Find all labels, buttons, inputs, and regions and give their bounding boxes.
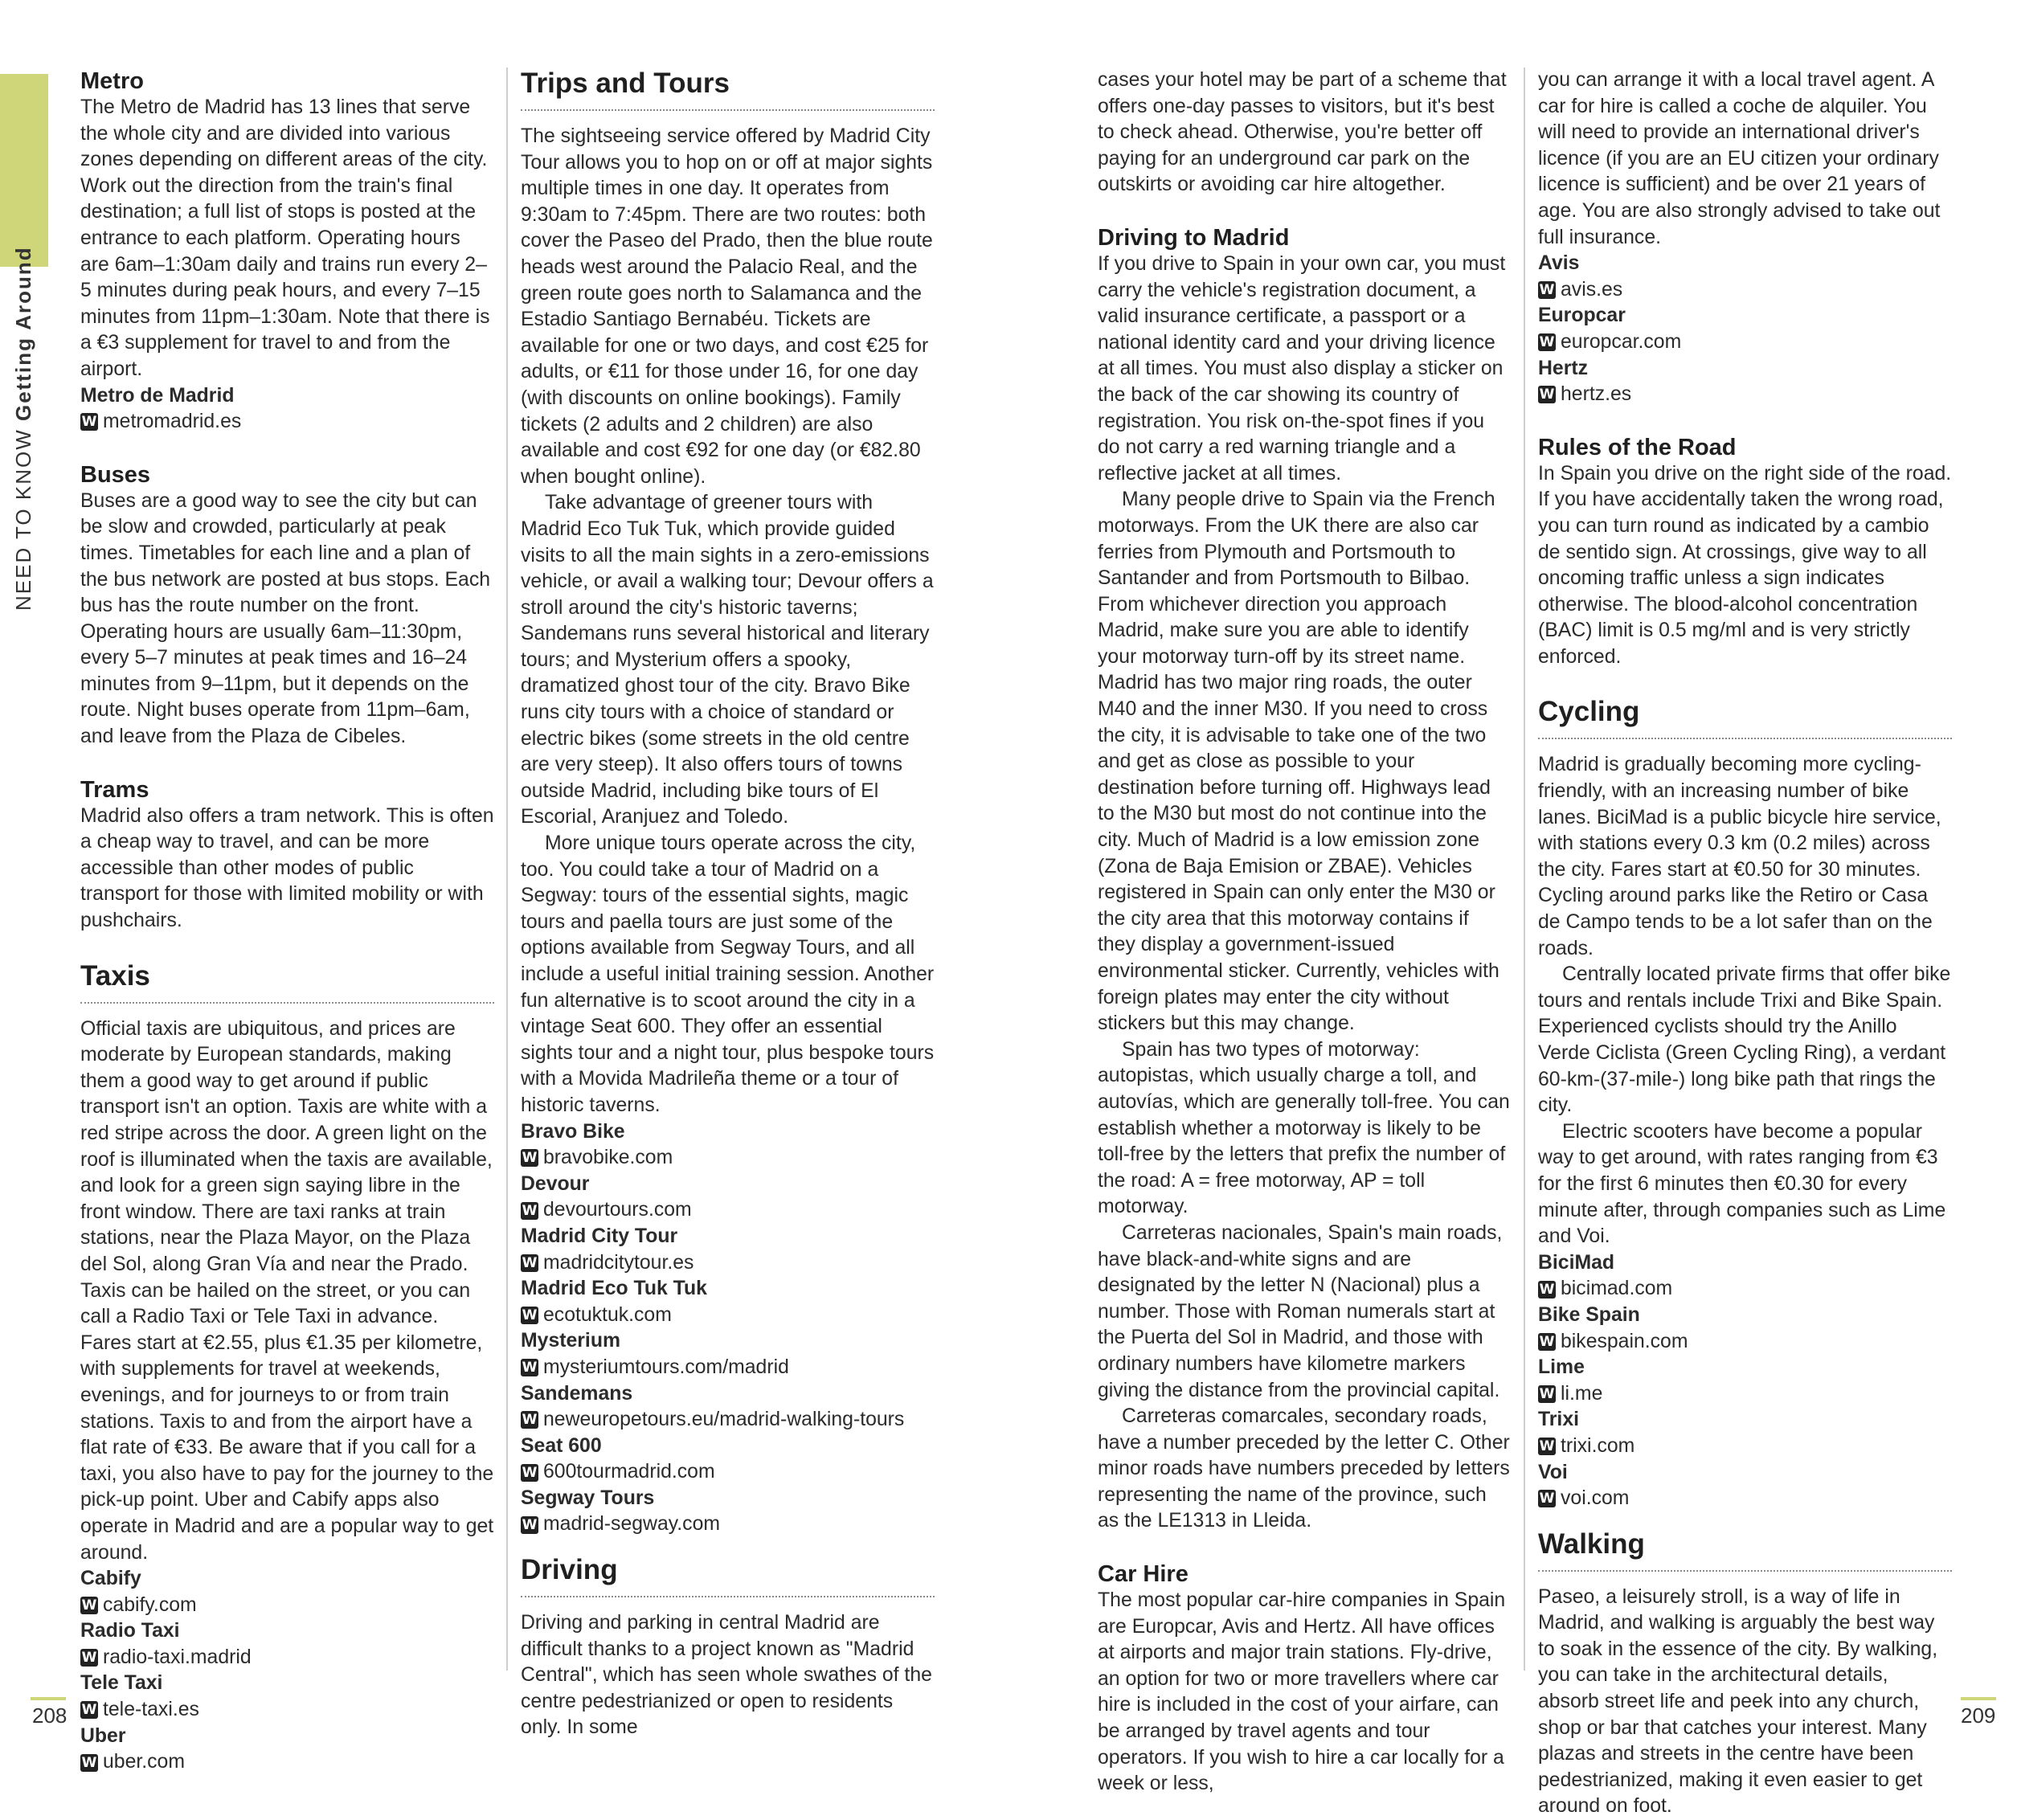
web-icon: W — [81, 1650, 97, 1667]
web-icon: W — [1539, 1281, 1555, 1298]
listing-web[interactable] — [521, 1303, 935, 1329]
listing-name: BiciMad — [1538, 1251, 1615, 1274]
listing-url[interactable]: hertz.es — [1561, 383, 1632, 406]
listing-name: Lime — [1538, 1356, 1585, 1379]
listing-web[interactable] — [521, 1197, 935, 1224]
listing-url[interactable]: madrid-segway.com — [543, 1513, 721, 1536]
web-icon: W — [522, 1202, 538, 1219]
listing-name: Uber — [80, 1724, 126, 1747]
web-icon: W — [522, 1464, 538, 1481]
listing-url[interactable]: li.me — [1561, 1382, 1603, 1405]
listing-url[interactable]: bicimad.com — [1561, 1278, 1673, 1300]
heading-driving-to-madrid: Driving to Madrid — [1098, 224, 1290, 251]
listing-name: Europcar — [1538, 305, 1626, 327]
paragraph: Madrid is gradually becoming more cycling-friendly, with an increasing number of bike lanes. BiciMad is a public bicycle hire service, with stations every 0.3 km (0.2 miles) across the city. Fares start at €0.50 for 30 minutes. Cycling around parks like the Retiro or Casa de Campo tends to be a lot safer than on the roads. — [1538, 754, 1941, 959]
paragraph: The Metro de Madrid has 13 lines that serve the whole city and are divided into various zones depending on different areas of the city. Work out the direction from the train's final destination; a full list of stops is posted at the entrance to each platform. Operating hours are 6am–1:30am daily and trains run every 2–5 minutes during peak hours, and every 7–15 minutes from 11pm–1:30am. Note that there is a €3 supplement for travel to and from the airport. — [80, 96, 490, 380]
listing-url[interactable]: devourtours.com — [543, 1199, 692, 1221]
listing-web[interactable] — [1538, 329, 1952, 356]
listing-web[interactable] — [521, 1407, 935, 1434]
listing-url[interactable]: radio-taxi.madrid — [103, 1646, 252, 1668]
listing-web[interactable] — [1538, 1276, 1952, 1303]
listing-name: Sandemans — [521, 1382, 633, 1405]
listing-url[interactable]: bikespain.com — [1561, 1330, 1688, 1352]
heading-metro: Metro — [80, 68, 144, 94]
page-number-right: 209 — [1961, 1703, 1996, 1728]
paragraph: More unique tours operate across the city, too. You could take a tour of Madrid on a Segway: tours of the essential sights, magic tours and paella tours are just some of the options available from Segway Tours, and all include a useful initial training session. Another fun alternative is to scoot around the city in a vintage Seat 600. They offer an essential sights tour and a night tour, plus bespoke tours with a Movida Madrileña theme or a tour of historic taverns. — [521, 832, 935, 1116]
paragraph: If you drive to Spain in your own car, you must carry the vehicle's registration document, a valid insurance certificate, a passport or a national identity card and your driving licence at all times. You must also display a sticker on the back of the car showing its country of registration. You risk on-the-spot fines if you do not carry a red warning triangle and a reflective jacket at all times. — [1098, 252, 1506, 485]
listing-url[interactable]: tele-taxi.es — [103, 1699, 199, 1721]
paragraph: Spain has two types of motorway: autopistas, which usually charge a toll, and autovías, which are generally toll-free. You can establish whether a motorway is likely to be toll-free by the letters that prefix the number of the road: A = free motorway, AP = toll motorway. — [1098, 1038, 1510, 1218]
listing-url[interactable]: cabify.com — [103, 1593, 197, 1616]
column-4 — [1538, 67, 1952, 1820]
listing-name: Hertz — [1538, 357, 1589, 379]
listing-name: Seat 600 — [521, 1434, 602, 1457]
listing-url[interactable]: metromadrid.es — [103, 411, 242, 433]
heading-driving: Driving — [521, 1554, 935, 1597]
web-icon: W — [522, 1516, 538, 1533]
page-number-bar — [1961, 1697, 1996, 1700]
web-icon: W — [81, 414, 97, 431]
web-icon: W — [81, 1754, 97, 1771]
listing-url[interactable]: avis.es — [1561, 278, 1623, 301]
column-2 — [521, 67, 935, 1741]
listing-web[interactable] — [80, 1645, 494, 1671]
web-icon: W — [1539, 282, 1555, 299]
running-head-section: NEED TO KNOW — [11, 428, 35, 611]
web-icon: W — [522, 1254, 538, 1271]
listing-web[interactable] — [521, 1511, 935, 1538]
listing-name: Bike Spain — [1538, 1303, 1640, 1326]
listing-web[interactable] — [521, 1250, 935, 1277]
listing-name: Avis — [1538, 252, 1580, 275]
column-divider — [506, 67, 508, 1671]
page-number-left: 208 — [32, 1703, 68, 1728]
paragraph: Madrid also offers a tram network. This is often a cheap way to travel, and can be more accessible than other modes of public transport for those with limited mobility or with pushchairs. — [80, 804, 494, 932]
paragraph: The sightseeing service offered by Madrid City Tour allows you to hop on or off at major sights multiple times in one day. It operates from 9:30am to 7:45pm. There are two routes: both cover the Paseo del Prado, then the blue route heads west around the Palacio Real, and the green route goes north to Salamanca and the Estadio Santiago Bernabéu. Tickets are available for one or two days, and cost €25 for adults, or €11 for those under 16, for one day (with discounts on online bookings). Family tickets (2 adults and 2 children) are also available and cost €92 for one day (or €82.80 when bought online). — [521, 125, 933, 488]
web-icon: W — [1539, 1438, 1555, 1455]
listing-web[interactable] — [1538, 1486, 1952, 1512]
listing-name: Radio Taxi — [80, 1620, 180, 1642]
listing-web[interactable] — [80, 1593, 494, 1619]
column-3 — [1098, 67, 1512, 1798]
listing-url[interactable]: bravobike.com — [543, 1147, 673, 1169]
listing-url[interactable]: 600tourmadrid.com — [543, 1461, 715, 1483]
paragraph: cases your hotel may be part of a scheme that offers one-day passes to visitors, but it's best to check ahead. Otherwise, you're better off paying for an underground car park on the outskirts or avoiding car hire altogether. — [1098, 69, 1507, 196]
listing-url[interactable]: madridcitytour.es — [543, 1251, 694, 1274]
heading-taxis: Taxis — [80, 960, 494, 1004]
section-tab — [0, 74, 48, 267]
web-icon: W — [522, 1307, 538, 1324]
web-icon: W — [522, 1412, 538, 1429]
listing-name: Madrid Eco Tuk Tuk — [521, 1278, 707, 1300]
page-number-bar — [31, 1697, 66, 1700]
paragraph: Centrally located private firms that offer bike tours and rentals include Trixi and Bike Spain. Experienced cyclists should try the Anillo Verde Ciclista (Green Cycling Ring), a verdant 60-km-(37-mile-) long bike path that rings the city. — [1538, 963, 1951, 1117]
web-icon: W — [81, 1702, 97, 1719]
listing-name: Trixi — [1538, 1409, 1579, 1431]
paragraph: Official taxis are ubiquitous, and prices are moderate by European standards, making them a good way to get around if public transport isn't an option. Taxis are white with a red stripe across the door. A green light on the roof is illuminated when the taxis are available, and look for a green sign saying libre in the front window. There are taxi ranks at train stations, near the Plaza Mayor, on the Plaza del Sol, along Gran Vía and near the Prado. Taxis can be hailed on the street, or you can call a Radio Taxi or Tele Taxi in advance. Fares start at €2.55, plus €1.35 per kilometre, with supplements for travel at weekends, evenings, and for journeys to or from train stations. Taxis to and from the airport have a flat rate of €33. Be aware that if you call for a taxi, you also have to pay for the journey to the pick-up point. Uber and Cabify apps also operate in Madrid and are a popular way to get around. — [80, 1017, 494, 1564]
listing-name: Segway Tours — [521, 1487, 655, 1509]
listing-url[interactable]: neweuropetours.eu/madrid-walking-tours — [543, 1409, 905, 1431]
column-1 — [80, 67, 494, 1776]
listing-name: Metro de Madrid — [80, 384, 235, 407]
paragraph: Take advantage of greener tours with Madrid Eco Tuk Tuk, which provide guided visits to all the main sights in a zero-emissions vehicle, or avail a walking tour; Devour offers a stroll around the city's historic taverns; Sandemans runs several historical and literary tours; and Mysterium offers a spooky, dramatized ghost tour of the city. Bravo Bike runs city tours with a choice of standard or electric bikes (some streets in the old centre are very steep). It also offers tours of towns outside Madrid, including bike tours of El Escorial, Aranjuez and Toledo. — [521, 492, 934, 828]
listing-url[interactable]: uber.com — [103, 1751, 185, 1773]
paragraph: Many people drive to Spain via the French motorways. From the UK there are also car ferries from Plymouth and Portsmouth to Santander and from Portsmouth to Bilbao. From whichever direction you approach Madrid, make sure you are able to identify your motorway turn-off by its street name. Madrid has two major ring roads, the outer M40 and the inner M30. If you need to cross the city, it is advisable to take one of the two and get as close as possible to your destination before turning off. Highways lead to the M30 but most do not continue into the city. Much of Madrid is a low emission zone (Zona de Baja Emision or ZBAE). Vehicles registered in Spain can only enter the M30 or the city area that this motorway contains if they display a government-issued environmental sticker. Currently, vehicles with foreign plates may enter the city without stickers but this may change. — [1098, 489, 1499, 1035]
listing-web[interactable] — [521, 1459, 935, 1486]
heading-cycling: Cycling — [1538, 696, 1952, 739]
web-icon: W — [1539, 1491, 1555, 1507]
listing-web[interactable] — [1538, 1381, 1952, 1408]
listing-name: Bravo Bike — [521, 1120, 625, 1143]
listing-web[interactable] — [521, 1355, 935, 1381]
listing-name: Devour — [521, 1172, 590, 1195]
listing-web[interactable] — [80, 1749, 494, 1776]
column-divider — [1524, 67, 1525, 1671]
heading-buses: Buses — [80, 461, 151, 488]
listing-name: Mysterium — [521, 1330, 621, 1352]
heading-trams: Trams — [80, 776, 149, 803]
listing-url[interactable]: voi.com — [1561, 1487, 1630, 1510]
web-icon: W — [522, 1360, 538, 1376]
listing-web[interactable] — [521, 1145, 935, 1172]
paragraph: Carreteras nacionales, Spain's main roads, have black-and-white signs and are designated by the letter N (Nacional) plus a number. Those with Roman numerals start at the Puerta del Sol in Madrid, and those with ordinary numbers have kilometre markers giving the distance from the provincial capital. — [1098, 1221, 1503, 1401]
paragraph: In Spain you drive on the right side of the road. If you have accidentally taken the wrong road, you can turn round as indicated by a cambio de sentido sign. At crossings, give way to all oncoming traffic unless a sign indicates otherwise. The blood-alcohol concentration (BAC) limit is 0.5 mg/ml and is very strictly enforced. — [1538, 462, 1952, 668]
heading-car-hire: Car Hire — [1098, 1561, 1189, 1588]
web-icon: W — [1539, 334, 1555, 351]
paragraph: you can arrange it with a local travel agent. A car for hire is called a coche de alquiler. You will need to provide an international driver's licence (if you are an EU citizen your ordinary licence is sufficient) and be over 21 years of age. You are also strongly advised to take out full insurance. — [1538, 69, 1941, 248]
listing-name: Tele Taxi — [80, 1672, 163, 1695]
paragraph: Driving and parking in central Madrid are difficult thanks to a project known as "Madrid Central", which has seen whole swathes of the centre pedestrianized or open to residents only. In some — [521, 1612, 932, 1739]
paragraph: Buses are a good way to see the city but can be slow and crowded, particularly at peak times. Timetables for each line and a plan of the bus network are posted at bus stops. Each bus has the route number on the front. Operating hours are usually 6am–11:30pm, every 5–7 minutes at peak times and 16–24 minutes from 9–11pm, but it depends on the route. Night buses operate from 11pm–6am, and leave from the Plaza de Cibeles. — [80, 489, 491, 748]
web-icon: W — [1539, 1333, 1555, 1350]
web-icon: W — [81, 1597, 97, 1613]
paragraph: The most popular car-hire companies in Spain are Europcar, Avis and Hertz. All have offices at airports and major train stations. Fly-drive, an option for two or more travellers where car hire is included in the cost of your airfare, can be arranged by travel agents and tour operators. If you wish to hire a car locally for a week or less, — [1098, 1589, 1506, 1795]
listing-web[interactable] — [80, 409, 494, 436]
listing-web[interactable] — [1538, 382, 1952, 408]
web-icon: W — [1539, 1386, 1555, 1403]
listing-name: Voi — [1538, 1461, 1568, 1483]
heading-walking: Walking — [1538, 1528, 1952, 1572]
paragraph: Carreteras comarcales, secondary roads, have a number preceded by the letter C. Other minor roads have numbers preceded by letters representing the name of the province, such as the LE1313 in Lleida. — [1098, 1405, 1510, 1532]
listing-url[interactable]: mysteriumtours.com/madrid — [543, 1356, 789, 1378]
web-icon: W — [1539, 386, 1555, 403]
listing-url[interactable]: trixi.com — [1561, 1434, 1635, 1457]
listing-name: Madrid City Tour — [521, 1225, 678, 1247]
listing-web[interactable] — [1538, 1434, 1952, 1460]
heading-trips-and-tours: Trips and Tours — [521, 67, 935, 111]
heading-rules-of-the-road: Rules of the Road — [1538, 434, 1737, 460]
listing-name: Cabify — [80, 1568, 141, 1590]
paragraph: Electric scooters have become a popular way to get around, with rates ranging from €3 for the first 6 minutes then €0.30 for every minute after, through companies such as Lime and Voi. — [1538, 1120, 1946, 1248]
web-icon: W — [522, 1150, 538, 1167]
listing-url[interactable]: ecotuktuk.com — [543, 1303, 672, 1326]
listing-url[interactable]: europcar.com — [1561, 330, 1682, 353]
paragraph: Paseo, a leisurely stroll, is a way of life in Madrid, and walking is arguably the best way to soak in the essence of the city. By walking, you can take in the architectural details, absorb street life and peek into any church, shop or bar that catches your interest. Many plazas and streets in the centre have been pedestrianized, making it even easier to get around on foot. — [1538, 1585, 1938, 1818]
listing-web[interactable] — [1538, 277, 1952, 304]
listing-web[interactable] — [1538, 1329, 1952, 1356]
listing-web[interactable] — [80, 1697, 494, 1724]
running-head-chapter: Getting Around — [11, 246, 35, 422]
